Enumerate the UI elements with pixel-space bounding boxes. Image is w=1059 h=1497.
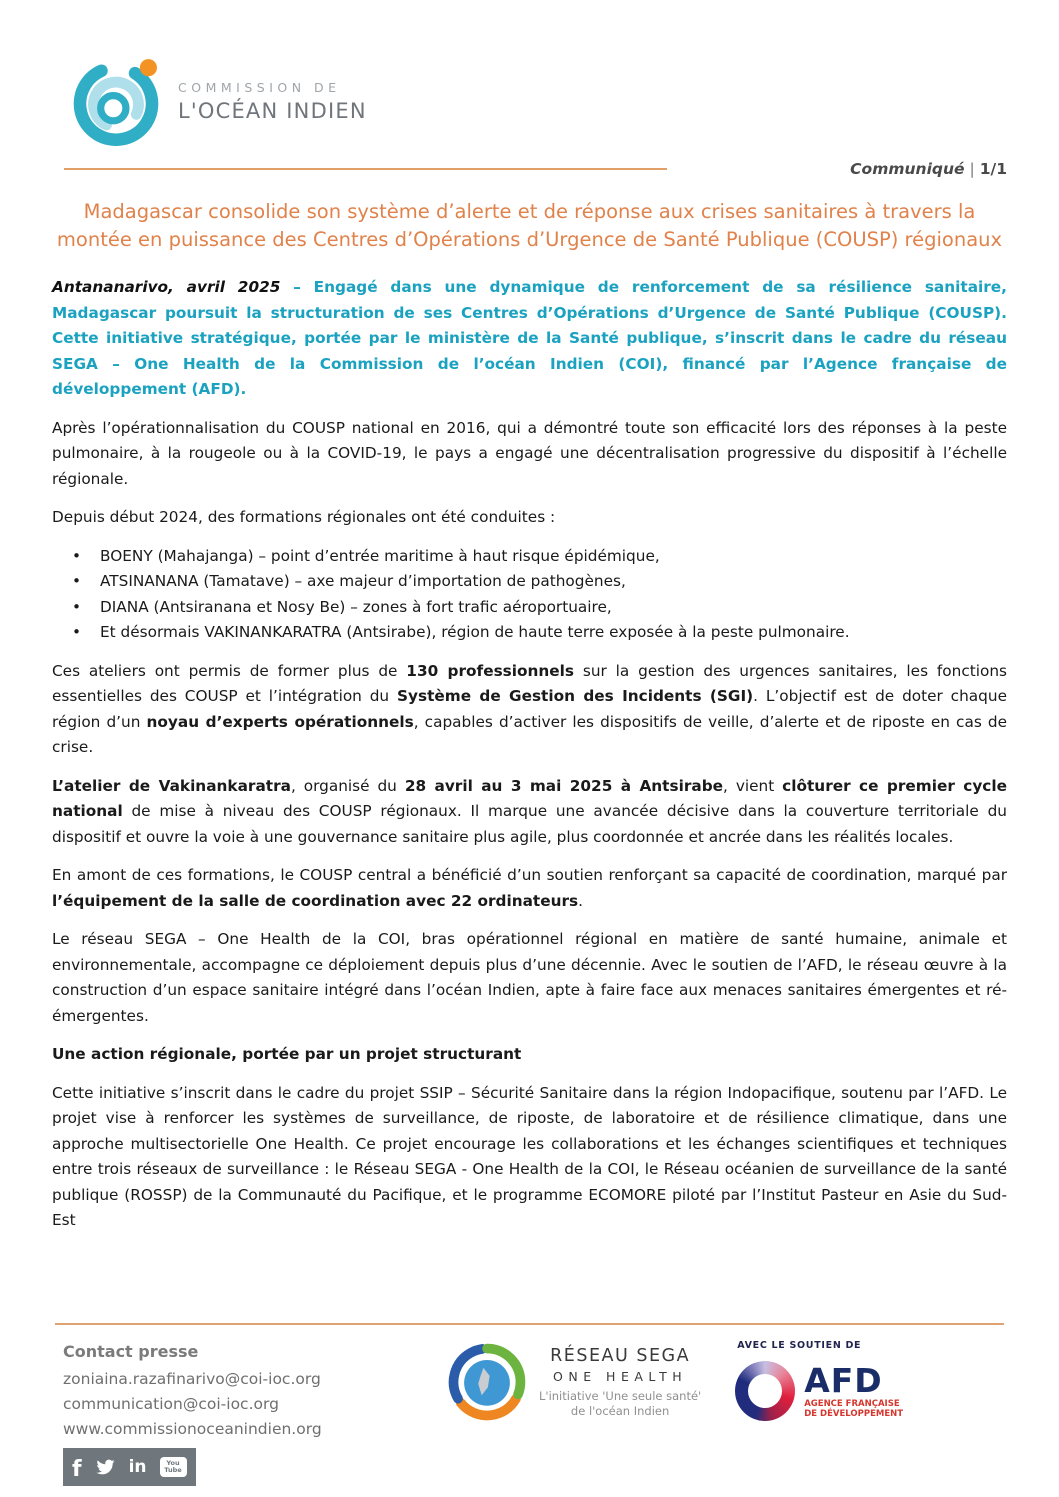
- contact-block: [55, 1338, 395, 1486]
- bullet-dot: •: [72, 546, 82, 565]
- doc-type: Communiqué: [850, 160, 965, 178]
- afd-support-text: AVEC LE SOUTIEN DE: [737, 1340, 862, 1351]
- sega-logo-tagline: [539, 1389, 701, 1418]
- intro-paragraph: [52, 275, 1007, 403]
- communication-email-link[interactable]: communication@coi-ioc.org: [63, 1395, 279, 1413]
- footer: [55, 1323, 1004, 1486]
- doc-type-label: [850, 160, 1007, 178]
- org-name-line1: COMMISSION DE: [178, 79, 341, 95]
- list-item-text: ATSINANANA (Tamatave) – axe majeur d’importation de pathogènes,: [100, 572, 626, 590]
- linkedin-icon[interactable]: in: [128, 1456, 147, 1477]
- paragraph-ssip: Cette initiative s’inscrit dans le cadre du projet SSIP – Sécurité Sanitaire dans la région Indopacifique, soutenu par l’AFD. Le projet vise à renforcer les systèmes de surveillance, de riposte, de laboratoire et de résilience climatique, dans une approche multisectorielle One Health. Ce projet encourage les collaborations et les échanges scientifiques et techniques entre trois réseaux de surveillance : le Réseau SEGA - One Health de la COI, le Réseau océanien de surveillance de la santé publique (ROSSP) de la Communauté du Pacifique, et le programme ECOMORE piloté par l’Institut Pasteur en Asie du Sud-Est: [52, 1083, 1007, 1229]
- sega-logo-icon: [443, 1338, 531, 1426]
- document-body: [52, 275, 1007, 1234]
- contact-title: Contact presse: [63, 1342, 199, 1361]
- section-heading: Une action régionale, portée par un projet structurant: [52, 1045, 522, 1063]
- bullet-dot: •: [72, 597, 82, 616]
- list-item: [52, 569, 1007, 595]
- paragraph-formations: Depuis début 2024, des formations régionales ont été conduites :: [52, 508, 556, 526]
- sega-logo-block: [443, 1338, 701, 1426]
- list-item-text: BOENY (Mahajanga) – point d’entrée maritime à haut risque épidémique,: [100, 546, 660, 565]
- paragraph-amont: [52, 863, 1007, 914]
- afd-sub-line2: DE DÉVELOPPEMENT: [804, 1408, 904, 1419]
- regions-bullet-list: [52, 544, 1007, 646]
- page-title: Madagascar consolide son système d’alerte et de réponse aux crises sanitaires à travers la montée en puissance des Centres d’Opérations d’Urgence de Santé Publique (COUSP) régionaux: [56, 200, 1003, 251]
- text-run: En amont de ces formations, le COUSP central a bénéficié d’un soutien renforçant sa capacité de coordination, marqué par: [52, 866, 1007, 884]
- afd-sub-line1: AGENCE FRANÇAISE: [804, 1398, 900, 1409]
- sega-logo-name: RÉSEAU SEGA: [550, 1346, 691, 1366]
- twitter-icon[interactable]: [95, 1458, 116, 1476]
- afd-ring-icon: [735, 1361, 795, 1421]
- header-rule: [64, 168, 667, 170]
- header: [0, 0, 1059, 178]
- text-run-bold: 130 professionnels: [406, 661, 575, 680]
- youtube-icon-text-top: You: [166, 1459, 180, 1467]
- text-run: .: [578, 891, 584, 910]
- org-name-line2: L'OCÉAN INDIEN: [178, 98, 367, 123]
- coi-logo-text: [178, 80, 367, 123]
- dateline: Antananarivo, avril 2025: [52, 278, 281, 296]
- list-item: [52, 544, 1007, 570]
- youtube-icon[interactable]: [160, 1457, 187, 1477]
- press-email-link[interactable]: zoniaina.razafinarivo@coi-ioc.org: [63, 1370, 321, 1388]
- social-links-bar: [63, 1448, 196, 1486]
- paragraph-vakinankaratra: [52, 774, 1007, 851]
- afd-logo-block: [735, 1338, 903, 1421]
- text-run: sur la gestion des urgences sanitaires, les fonctions essentielles des COUSP et l’intégration du: [52, 661, 1007, 705]
- coi-logo-icon: [70, 56, 162, 146]
- afd-logo-name: AFD: [804, 1360, 883, 1400]
- text-run: , capables d’activer les dispositifs de veille, d’alerte et de riposte en cas de crise.: [52, 712, 1007, 756]
- sega-tagline-line2: de l'océan Indien: [570, 1403, 670, 1418]
- list-item-text: DIANA (Antsiranana et Nosy Be) – zones à fort trafic aéroportuaire,: [100, 597, 612, 616]
- bullet-dot: •: [72, 623, 82, 641]
- header-rule-row: [52, 160, 1007, 178]
- text-run: Ces ateliers ont permis de former plus de: [52, 661, 407, 680]
- website-link[interactable]: www.commissionoceanindien.org: [63, 1420, 322, 1438]
- sega-tagline-line1: L'initiative 'Une seule santé': [539, 1389, 702, 1403]
- doc-type-separator: |: [969, 160, 975, 178]
- youtube-icon-text-bottom: Tube: [164, 1466, 182, 1474]
- list-item: [52, 595, 1007, 621]
- text-run: , organisé du: [290, 776, 405, 795]
- text-run-bold: Système de Gestion des Incidents (SGI): [396, 687, 754, 705]
- paragraph-ateliers: [52, 659, 1007, 761]
- facebook-icon[interactable]: f: [72, 1457, 82, 1482]
- text-run-bold: 28 avril au 3 mai 2025 à Antsirabe: [404, 776, 724, 795]
- sega-logo-subname: ONE HEALTH: [553, 1369, 688, 1384]
- page-indicator: 1/1: [979, 160, 1007, 178]
- intro-lead: – Engagé dans une dynamique de renforcement de sa résilience sanitaire, Madagascar poursuit la structuration de ses Centres d’Opérations d’Urgence de Santé Publique (COUSP). Cette initiative stratégique, portée par le ministère de la Santé publique, s’inscrit dans le cadre du réseau SEGA – One Health de la Commission de l’océan Indien (COI), financé par l’Agence française de développement (AFD).: [52, 278, 1007, 398]
- bullet-dot: •: [72, 572, 82, 590]
- paragraph-sega-network: Le réseau SEGA – One Health de la COI, bras opérationnel régional en matière de santé humaine, animale et environnementale, accompagne ce déploiement depuis plus d’une décennie. Avec le soutien de l’AFD, le réseau œuvre à la construction d’un espace sanitaire intégré dans l’océan Indien, apte à faire face aux menaces sanitaires émergentes et ré-émergentes.: [52, 930, 1007, 1025]
- list-item: [52, 620, 1007, 646]
- list-item-text: Et désormais VAKINANKARATRA (Antsirabe), région de haute terre exposée à la peste pulmonaire.: [100, 623, 850, 641]
- coi-logo: [70, 56, 1007, 146]
- text-run: de mise à niveau des COUSP régionaux. Il marque une avancée décisive dans la couverture territoriale du dispositif et ouvre la voie à une gouvernance sanitaire plus agile, plus coordonnée et ancrée dans les réalités locales.: [52, 802, 1007, 846]
- text-run-bold: l’équipement de la salle de coordination avec 22 ordinateurs: [52, 891, 579, 910]
- text-run-bold: noyau d’experts opérationnels: [146, 712, 414, 731]
- afd-logo-sub: [804, 1399, 903, 1419]
- paragraph-context: Après l’opérationnalisation du COUSP national en 2016, qui a démontré toute son efficacité lors des réponses à la peste pulmonaire, à la rougeole ou à la COVID-19, le pays a engagé une décentralisation progressive du dispositif à l’échelle régionale.: [52, 418, 1007, 488]
- text-run: . L’objectif est de doter chaque région d’un: [52, 687, 1007, 731]
- text-run-bold: clôturer ce premier cycle national: [52, 776, 1007, 820]
- text-run: , vient: [723, 776, 783, 795]
- footer-rule: [55, 1323, 1004, 1325]
- text-run-bold: L’atelier de Vakinankaratra: [52, 776, 291, 795]
